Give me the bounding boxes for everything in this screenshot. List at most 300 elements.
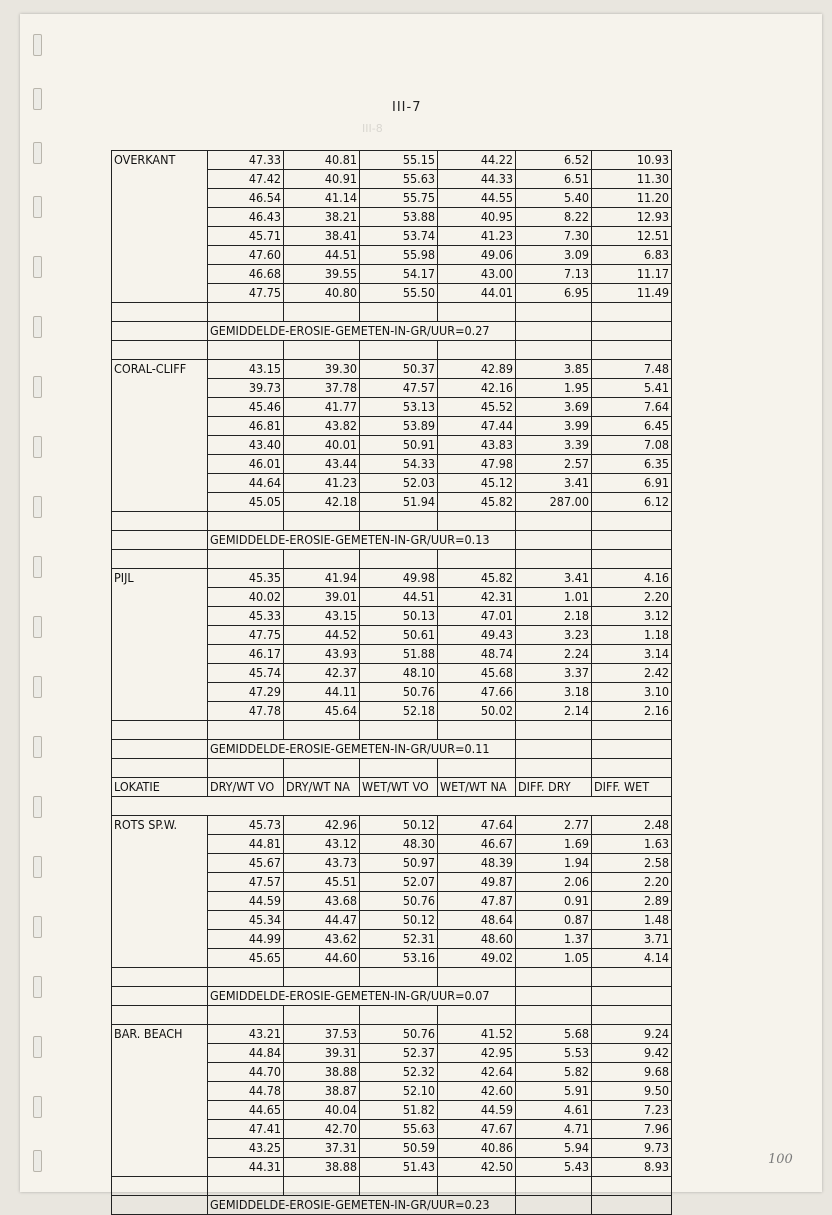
value-cell: 3.23	[516, 626, 592, 645]
value-cell: 4.16	[592, 569, 672, 588]
value-cell: 2.20	[592, 588, 672, 607]
value-cell: 55.50	[360, 284, 438, 303]
value-cell: 48.60	[438, 930, 516, 949]
value-cell: 39.31	[284, 1044, 360, 1063]
punch-hole	[33, 676, 42, 698]
table-row	[112, 1196, 672, 1215]
table-row	[112, 854, 672, 873]
value-cell: 42.96	[284, 816, 360, 835]
punch-hole	[33, 856, 42, 878]
empty-cell	[592, 1196, 672, 1215]
value-cell: 2.24	[516, 645, 592, 664]
value-cell: 1.37	[516, 930, 592, 949]
punch-hole	[33, 736, 42, 758]
empty-cell	[592, 341, 672, 360]
table-row	[112, 702, 672, 721]
value-cell: 40.80	[284, 284, 360, 303]
value-cell: 40.91	[284, 170, 360, 189]
value-cell: 11.17	[592, 265, 672, 284]
value-cell: 47.60	[208, 246, 284, 265]
location-cell	[112, 493, 208, 512]
value-cell: 39.73	[208, 379, 284, 398]
value-cell: 2.58	[592, 854, 672, 873]
value-cell: 44.78	[208, 1082, 284, 1101]
value-cell: 5.53	[516, 1044, 592, 1063]
value-cell: 6.12	[592, 493, 672, 512]
punch-hole	[33, 796, 42, 818]
empty-cell	[360, 341, 438, 360]
punch-hole	[33, 616, 42, 638]
value-cell: 7.30	[516, 227, 592, 246]
value-cell: 47.57	[208, 873, 284, 892]
value-cell: 47.75	[208, 626, 284, 645]
summary-text: GEMIDDELDE-EROSIE-GEMETEN-IN-GR/UUR=0.07	[208, 987, 516, 1006]
value-cell: 41.23	[284, 474, 360, 493]
value-cell: 55.15	[360, 151, 438, 170]
value-cell: 1.01	[516, 588, 592, 607]
empty-cell	[208, 721, 284, 740]
value-cell: 49.06	[438, 246, 516, 265]
value-cell: 51.94	[360, 493, 438, 512]
value-cell: 47.98	[438, 455, 516, 474]
value-cell: 43.00	[438, 265, 516, 284]
summary-text: GEMIDDELDE-EROSIE-GEMETEN-IN-GR/UUR=0.11	[208, 740, 516, 759]
value-cell: 5.91	[516, 1082, 592, 1101]
value-cell: 11.20	[592, 189, 672, 208]
empty-cell	[112, 303, 208, 322]
empty-cell	[284, 1177, 360, 1196]
location-cell	[112, 1101, 208, 1120]
value-cell: 45.46	[208, 398, 284, 417]
value-cell: 44.99	[208, 930, 284, 949]
empty-cell	[438, 759, 516, 778]
value-cell: 44.31	[208, 1158, 284, 1177]
empty-cell	[360, 759, 438, 778]
table-row	[112, 1025, 672, 1044]
value-cell: 44.81	[208, 835, 284, 854]
empty-cell	[592, 721, 672, 740]
value-cell: 6.45	[592, 417, 672, 436]
empty-cell	[592, 550, 672, 569]
empty-cell	[360, 721, 438, 740]
location-cell	[112, 246, 208, 265]
empty-cell	[284, 341, 360, 360]
empty-cell	[208, 1006, 284, 1025]
column-header: DRY/WT NA	[284, 778, 360, 797]
value-cell: 48.74	[438, 645, 516, 664]
value-cell: 43.73	[284, 854, 360, 873]
column-header: WET/WT NA	[438, 778, 516, 797]
value-cell: 44.70	[208, 1063, 284, 1082]
value-cell: 43.62	[284, 930, 360, 949]
empty-cell	[360, 550, 438, 569]
value-cell: 42.16	[438, 379, 516, 398]
location-cell	[112, 284, 208, 303]
value-cell: 52.37	[360, 1044, 438, 1063]
empty-cell	[438, 968, 516, 987]
value-cell: 41.14	[284, 189, 360, 208]
empty-cell	[284, 550, 360, 569]
value-cell: 49.87	[438, 873, 516, 892]
location-cell	[112, 208, 208, 227]
punch-hole	[33, 196, 42, 218]
value-cell: 43.12	[284, 835, 360, 854]
table-row	[112, 265, 672, 284]
value-cell: 37.31	[284, 1139, 360, 1158]
value-cell: 5.82	[516, 1063, 592, 1082]
empty-cell	[112, 740, 208, 759]
value-cell: 44.60	[284, 949, 360, 968]
value-cell: 49.98	[360, 569, 438, 588]
value-cell: 39.30	[284, 360, 360, 379]
location-cell	[112, 702, 208, 721]
table-row	[112, 930, 672, 949]
table-row	[112, 569, 672, 588]
empty-cell	[516, 987, 592, 1006]
value-cell: 3.10	[592, 683, 672, 702]
value-cell: 53.13	[360, 398, 438, 417]
value-cell: 3.37	[516, 664, 592, 683]
value-cell: 44.65	[208, 1101, 284, 1120]
location-label: PIJL	[112, 569, 208, 588]
location-cell	[112, 189, 208, 208]
value-cell: 51.43	[360, 1158, 438, 1177]
value-cell: 41.52	[438, 1025, 516, 1044]
value-cell: 50.76	[360, 1025, 438, 1044]
value-cell: 7.08	[592, 436, 672, 455]
punch-hole	[33, 1150, 42, 1172]
value-cell: 53.88	[360, 208, 438, 227]
location-label: CORAL-CLIFF	[112, 360, 208, 379]
empty-cell	[208, 759, 284, 778]
location-cell	[112, 607, 208, 626]
punch-hole	[33, 1036, 42, 1058]
page-number: III-7	[392, 100, 422, 115]
value-cell: 42.60	[438, 1082, 516, 1101]
value-cell: 10.93	[592, 151, 672, 170]
table-row	[112, 797, 672, 816]
value-cell: 45.51	[284, 873, 360, 892]
empty-cell	[516, 531, 592, 550]
empty-cell	[592, 1006, 672, 1025]
value-cell: 47.57	[360, 379, 438, 398]
empty-cell	[592, 303, 672, 322]
value-cell: 46.01	[208, 455, 284, 474]
empty-cell	[284, 1006, 360, 1025]
value-cell: 2.14	[516, 702, 592, 721]
empty-cell	[208, 1177, 284, 1196]
column-header: DIFF. WET	[592, 778, 672, 797]
empty-cell	[516, 1196, 592, 1215]
value-cell: 45.33	[208, 607, 284, 626]
empty-cell	[438, 550, 516, 569]
location-cell	[112, 911, 208, 930]
table-row	[112, 1101, 672, 1120]
table-row	[112, 721, 672, 740]
value-cell: 11.30	[592, 170, 672, 189]
erosion-table-body	[112, 151, 672, 1215]
value-cell: 9.68	[592, 1063, 672, 1082]
table-row	[112, 816, 672, 835]
value-cell: 45.68	[438, 664, 516, 683]
value-cell: 47.29	[208, 683, 284, 702]
value-cell: 12.93	[592, 208, 672, 227]
value-cell: 46.17	[208, 645, 284, 664]
value-cell: 45.65	[208, 949, 284, 968]
value-cell: 52.31	[360, 930, 438, 949]
value-cell: 45.82	[438, 493, 516, 512]
value-cell: 42.70	[284, 1120, 360, 1139]
punch-hole	[33, 976, 42, 998]
value-cell: 41.94	[284, 569, 360, 588]
empty-cell	[360, 1177, 438, 1196]
punch-hole	[33, 916, 42, 938]
table-row	[112, 1006, 672, 1025]
value-cell: 45.64	[284, 702, 360, 721]
table-row	[112, 1082, 672, 1101]
value-cell: 1.05	[516, 949, 592, 968]
value-cell: 54.17	[360, 265, 438, 284]
value-cell: 44.84	[208, 1044, 284, 1063]
empty-cell	[438, 341, 516, 360]
location-cell	[112, 854, 208, 873]
table-row	[112, 474, 672, 493]
empty-cell	[592, 531, 672, 550]
value-cell: 52.18	[360, 702, 438, 721]
table-row	[112, 284, 672, 303]
table-row	[112, 360, 672, 379]
value-cell: 43.93	[284, 645, 360, 664]
value-cell: 6.83	[592, 246, 672, 265]
punch-hole	[33, 256, 42, 278]
value-cell: 42.31	[438, 588, 516, 607]
value-cell: 42.95	[438, 1044, 516, 1063]
table-row	[112, 1177, 672, 1196]
empty-cell	[438, 303, 516, 322]
location-cell	[112, 436, 208, 455]
value-cell: 47.64	[438, 816, 516, 835]
value-cell: 46.43	[208, 208, 284, 227]
table-row	[112, 170, 672, 189]
table-row	[112, 398, 672, 417]
table-row	[112, 455, 672, 474]
table-row	[112, 417, 672, 436]
empty-cell	[438, 512, 516, 531]
table-row	[112, 1139, 672, 1158]
table-row	[112, 1044, 672, 1063]
value-cell: 6.35	[592, 455, 672, 474]
value-cell: 47.44	[438, 417, 516, 436]
value-cell: 45.67	[208, 854, 284, 873]
value-cell: 55.75	[360, 189, 438, 208]
empty-cell	[284, 721, 360, 740]
empty-cell	[112, 721, 208, 740]
table-row	[112, 759, 672, 778]
column-header: WET/WT VO	[360, 778, 438, 797]
table-row	[112, 246, 672, 265]
empty-cell	[360, 1006, 438, 1025]
value-cell: 37.78	[284, 379, 360, 398]
value-cell: 40.95	[438, 208, 516, 227]
location-cell	[112, 227, 208, 246]
punch-hole	[33, 316, 42, 338]
value-cell: 44.33	[438, 170, 516, 189]
table-row	[112, 189, 672, 208]
empty-cell	[112, 759, 208, 778]
value-cell: 3.71	[592, 930, 672, 949]
value-cell: 42.18	[284, 493, 360, 512]
location-cell	[112, 645, 208, 664]
empty-cell	[112, 1177, 208, 1196]
empty-cell	[516, 740, 592, 759]
empty-cell	[592, 987, 672, 1006]
location-cell	[112, 1139, 208, 1158]
value-cell: 0.87	[516, 911, 592, 930]
value-cell: 53.89	[360, 417, 438, 436]
empty-cell	[592, 759, 672, 778]
location-cell	[112, 930, 208, 949]
empty-cell	[516, 303, 592, 322]
empty-cell	[208, 303, 284, 322]
table-row	[112, 740, 672, 759]
empty-cell	[592, 740, 672, 759]
location-cell	[112, 949, 208, 968]
value-cell: 43.25	[208, 1139, 284, 1158]
value-cell: 7.13	[516, 265, 592, 284]
value-cell: 44.11	[284, 683, 360, 702]
table-row	[112, 208, 672, 227]
value-cell: 6.91	[592, 474, 672, 493]
value-cell: 47.33	[208, 151, 284, 170]
value-cell: 1.69	[516, 835, 592, 854]
table-row	[112, 303, 672, 322]
value-cell: 2.20	[592, 873, 672, 892]
value-cell: 2.48	[592, 816, 672, 835]
empty-cell	[112, 322, 208, 341]
value-cell: 3.85	[516, 360, 592, 379]
empty-cell	[208, 550, 284, 569]
empty-cell	[516, 341, 592, 360]
value-cell: 2.06	[516, 873, 592, 892]
value-cell: 48.39	[438, 854, 516, 873]
value-cell: 40.86	[438, 1139, 516, 1158]
table-row	[112, 683, 672, 702]
value-cell: 3.69	[516, 398, 592, 417]
value-cell: 40.04	[284, 1101, 360, 1120]
value-cell: 46.67	[438, 835, 516, 854]
location-label: BAR. BEACH	[112, 1025, 208, 1044]
value-cell: 45.71	[208, 227, 284, 246]
value-cell: 43.44	[284, 455, 360, 474]
value-cell: 8.93	[592, 1158, 672, 1177]
empty-cell	[208, 512, 284, 531]
value-cell: 55.63	[360, 170, 438, 189]
empty-cell	[112, 987, 208, 1006]
value-cell: 2.57	[516, 455, 592, 474]
value-cell: 1.48	[592, 911, 672, 930]
value-cell: 40.01	[284, 436, 360, 455]
table-row	[112, 322, 672, 341]
value-cell: 50.61	[360, 626, 438, 645]
value-cell: 43.21	[208, 1025, 284, 1044]
table-row	[112, 531, 672, 550]
value-cell: 1.63	[592, 835, 672, 854]
value-cell: 45.34	[208, 911, 284, 930]
table-row	[112, 436, 672, 455]
table-row	[112, 987, 672, 1006]
punch-hole	[33, 142, 42, 164]
table-row	[112, 778, 672, 797]
value-cell: 54.33	[360, 455, 438, 474]
value-cell: 5.94	[516, 1139, 592, 1158]
table-row	[112, 1063, 672, 1082]
value-cell: 6.95	[516, 284, 592, 303]
punch-hole	[33, 556, 42, 578]
empty-cell	[112, 1196, 208, 1215]
handwritten-note: 100	[768, 1152, 793, 1167]
value-cell: 47.41	[208, 1120, 284, 1139]
location-label: ROTS SP.W.	[112, 816, 208, 835]
value-cell: 44.59	[208, 892, 284, 911]
bleed-through-text: III-8	[362, 122, 383, 135]
empty-cell	[592, 512, 672, 531]
location-cell	[112, 1120, 208, 1139]
location-cell	[112, 664, 208, 683]
empty-cell	[208, 341, 284, 360]
location-cell	[112, 474, 208, 493]
table-row	[112, 227, 672, 246]
value-cell: 41.23	[438, 227, 516, 246]
table-row	[112, 1158, 672, 1177]
punch-hole	[33, 88, 42, 110]
location-cell	[112, 417, 208, 436]
value-cell: 47.42	[208, 170, 284, 189]
value-cell: 43.40	[208, 436, 284, 455]
location-cell	[112, 1044, 208, 1063]
value-cell: 48.64	[438, 911, 516, 930]
value-cell: 43.68	[284, 892, 360, 911]
value-cell: 44.01	[438, 284, 516, 303]
value-cell: 52.03	[360, 474, 438, 493]
table-row	[112, 626, 672, 645]
table-row	[112, 968, 672, 987]
location-label: OVERKANT	[112, 151, 208, 170]
value-cell: 50.76	[360, 683, 438, 702]
value-cell: 45.52	[438, 398, 516, 417]
empty-cell	[516, 721, 592, 740]
value-cell: 40.02	[208, 588, 284, 607]
table-row	[112, 512, 672, 531]
value-cell: 44.22	[438, 151, 516, 170]
value-cell: 44.51	[284, 246, 360, 265]
empty-cell	[438, 721, 516, 740]
value-cell: 9.73	[592, 1139, 672, 1158]
table-row	[112, 379, 672, 398]
value-cell: 50.97	[360, 854, 438, 873]
value-cell: 7.48	[592, 360, 672, 379]
value-cell: 2.77	[516, 816, 592, 835]
value-cell: 48.10	[360, 664, 438, 683]
value-cell: 12.51	[592, 227, 672, 246]
empty-cell	[360, 512, 438, 531]
value-cell: 50.12	[360, 911, 438, 930]
value-cell: 51.82	[360, 1101, 438, 1120]
value-cell: 50.59	[360, 1139, 438, 1158]
value-cell: 45.74	[208, 664, 284, 683]
value-cell: 47.67	[438, 1120, 516, 1139]
value-cell: 287.00	[516, 493, 592, 512]
location-cell	[112, 588, 208, 607]
